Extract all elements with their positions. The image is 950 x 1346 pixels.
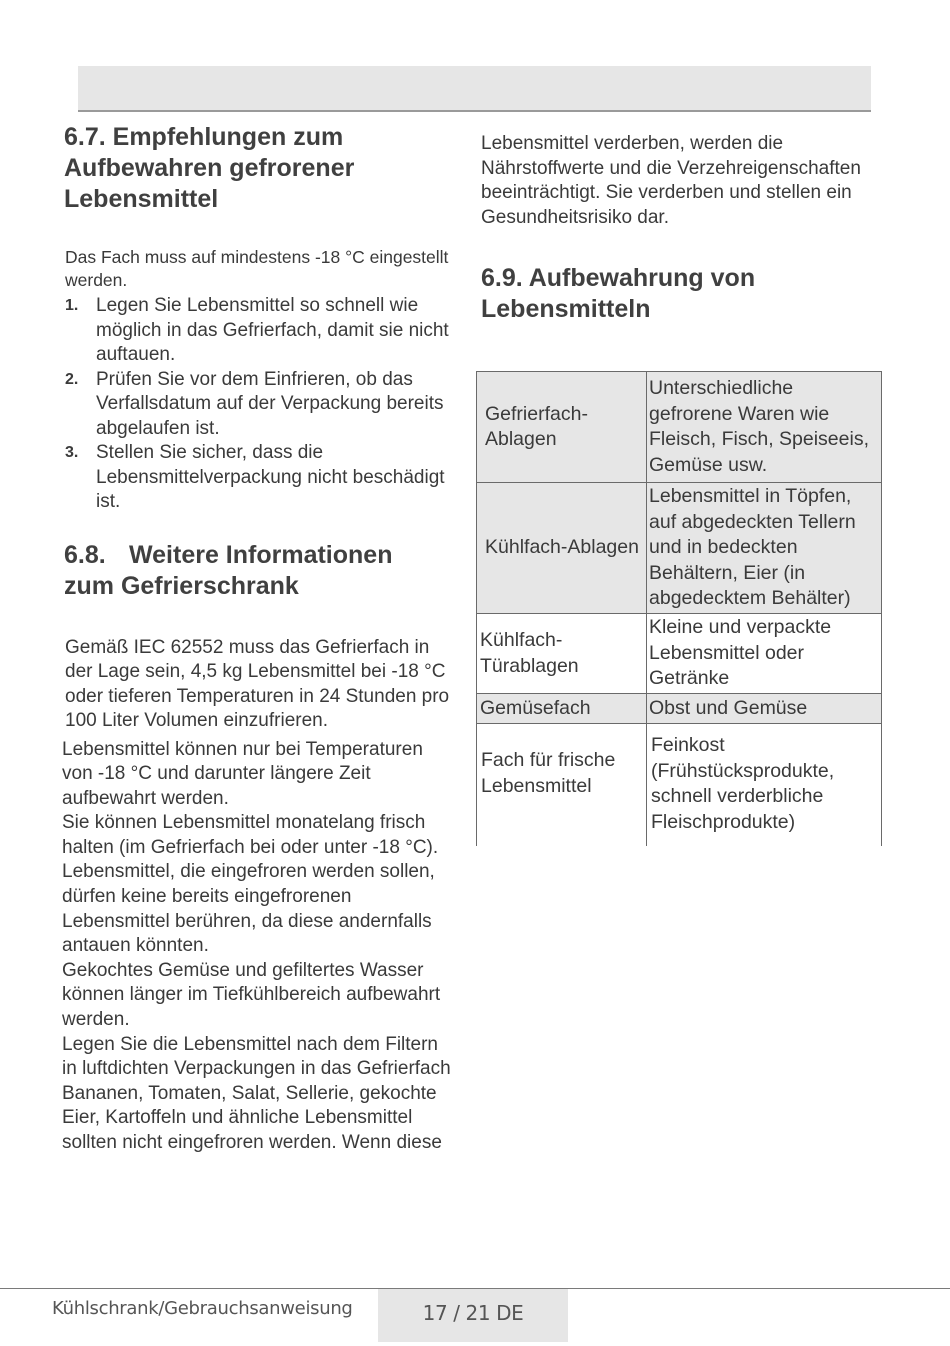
body-paragraph: Lebensmittel können nur bei Temperaturen von -18 °C und darunter längere Zeit aufbewahrt werden. (62, 738, 423, 809)
contents-cell: Kleine und verpackte Lebensmittel oder Getränke (647, 614, 882, 694)
step-item (64, 294, 456, 368)
title-line: 6.9. Aufbewahrung von (481, 264, 756, 293)
compartment-cell: Gemüsefach (477, 694, 647, 724)
contents-cell: Unterschiedliche gefrorene Waren wie Fleisch, Fisch, Speiseeis, Gemüse usw. (647, 372, 882, 483)
contents-cell: Obst und Gemüse (647, 694, 882, 724)
compartment-cell: Kühlfach-Ablagen (477, 483, 647, 614)
title-line: Lebensmittel (64, 185, 219, 213)
table-row (477, 372, 882, 483)
title-line: Weitere Informationen (129, 540, 393, 569)
table-row (477, 724, 882, 846)
contents-cell: Lebensmittel in Töpfen, auf abgedeckten Tellern und in bedeckten Behältern, Eier (in abgedecktem Behälter) (647, 483, 882, 614)
step-number: 1. (65, 297, 79, 314)
page-header-bar (78, 66, 871, 112)
body-paragraph: Gekochtes Gemüse und gefiltertes Wasser können länger im Tiefkühlbereich aufbewahrt werden. (62, 959, 441, 1031)
compartment-cell: Gefrierfach-Ablagen (477, 372, 647, 483)
body-paragraph: Lebensmittel, die eingefroren werden sollen, dürfen keine bereits eingefrorenen Lebensmittel berühren, da diese andernfalls antauen könnten. (62, 861, 435, 957)
section-6-9-title (481, 263, 881, 325)
table-row (477, 694, 882, 724)
section-number: 6.8. (64, 540, 106, 569)
storage-table (476, 371, 882, 846)
section-6-8-title (64, 540, 456, 602)
table-row (477, 483, 882, 614)
step-text: Prüfen Sie vor dem Einfrieren, ob das Verfallsdatum auf der Verpackung bereits abgelaufen ist. (96, 368, 444, 439)
compartment-cell: Fach für frische Lebensmittel (477, 724, 647, 846)
section-6-8-body (62, 738, 456, 1156)
left-column (64, 122, 456, 1156)
section-6-7-intro: Das Fach muss auf mindestens -18 °C eingestellt werden. (65, 247, 449, 290)
title-line: Aufbewahren gefrorener (64, 154, 355, 182)
step-number: 3. (65, 444, 79, 461)
continued-paragraph: Lebensmittel verderben, werden die Nährstoffwerte und die Verzehreigenschaften beeinträchtigt. Sie verderben und stellen ein Gesundheitsrisiko dar. (481, 133, 861, 228)
step-text: Stellen Sie sicher, dass die Lebensmittelverpackung nicht beschädigt ist. (96, 442, 445, 512)
title-line: zum Gefrierschrank (64, 571, 299, 600)
contents-cell: Feinkost (Frühstücksprodukte, schnell verderbliche Fleischprodukte) (647, 724, 882, 846)
table-row (477, 614, 882, 694)
step-item (64, 441, 456, 515)
page-number: 17 / 21 DE (422, 1301, 524, 1325)
footer-doc-title: Kühlschrank/Gebrauchsanweisung (52, 1298, 353, 1319)
right-column (481, 132, 881, 325)
title-line: Lebensmitteln (481, 295, 651, 324)
body-paragraph: Sie können Lebensmittel monatelang frisch halten (im Gefrierfach bei oder unter -18 °C). (62, 812, 439, 858)
body-paragraph: Legen Sie die Lebensmittel nach dem Filtern in luftdichten Verpackungen in das Gefrierfach Bananen, Tomaten, Salat, Sellerie, gekochte Eier, Kartoffeln und ähnliche Lebensmittel sollten nicht eingefroren werden. Wenn diese (62, 1033, 451, 1153)
title-line: 6.7. Empfehlungen zum (64, 123, 344, 151)
step-text: Legen Sie Lebensmittel so schnell wie möglich in das Gefrierfach, damit sie nicht auftauen. (96, 295, 449, 365)
recommendation-steps (64, 294, 456, 515)
step-item (64, 368, 456, 442)
iec-paragraph: Gemäß IEC 62552 muss das Gefrierfach in der Lage sein, 4,5 kg Lebensmittel bei -18 °C oder tieferen Temperaturen in 24 Stunden pro 100 Liter Volumen einzufrieren. (65, 636, 450, 731)
section-6-7-title (64, 122, 456, 215)
step-number: 2. (65, 370, 79, 388)
compartment-cell: Kühlfach-Türablagen (477, 614, 647, 694)
